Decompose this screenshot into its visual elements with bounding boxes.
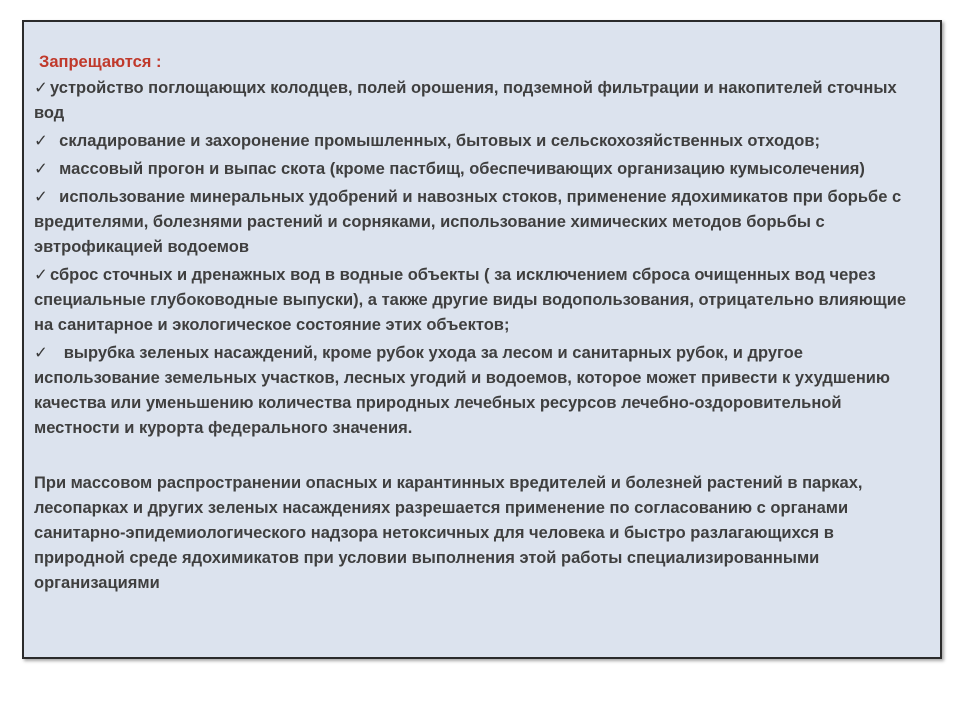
check-icon: ✓: [34, 344, 48, 362]
check-icon: ✓: [34, 79, 48, 97]
pesticide-paragraph: При массовом распространении опасных и карантинных вредителей и болезней растений в парках, лесопарках и других зеленых насаждениях разрешается применение по согласованию с органами санитарно-эпидемиологического надзора нетоксичных для человека и быстро разлагающихся в природной среде ядохимикатов при условии выполнения этой работы специализированными организациями: [34, 474, 863, 592]
list-item-text: складирование и захоронение промышленных, бытовых и сельскохозяйственных отходов;: [59, 132, 821, 150]
list-item-text: использование минеральных удобрений и навозных стоков, применение ядохимикатов при борьбе с вредителями, болезнями растений и сорняками, использование химических методов борьбы с эвтрофикацией водоемов: [34, 188, 902, 256]
panel-content: [34, 50, 928, 596]
list-item-text: сброс сточных и дренажных вод в водные объекты ( за исключением сброса очищенных вод через специальные глубоководные выпуски), а также другие виды водопользования, отрицательно влияющие на санитарное и экологическое состояние этих объектов;: [34, 266, 907, 334]
prohibited-heading: Запрещаются :: [39, 53, 162, 71]
list-item: [34, 185, 928, 260]
list-item: [34, 129, 928, 154]
check-icon: ✓: [34, 132, 48, 150]
list-item-text: вырубка зеленых насаждений, кроме рубок ухода за лесом и санитарных рубок, и другое использование земельных участков, лесных угодий и водоемов, которое может привести к ухудшению качества или уменьшению количества природных лечебных ресурсов лечебно-оздоровительной местности и курорта федерального значения.: [34, 344, 891, 437]
check-icon: ✓: [34, 266, 48, 284]
list-item: [34, 76, 928, 126]
list-item-text: массовый прогон и выпас скота (кроме пастбищ, обеспечивающих организацию кумысолечения): [59, 160, 865, 178]
list-item: [34, 263, 928, 338]
check-icon: ✓: [34, 188, 48, 206]
check-icon: ✓: [34, 160, 48, 178]
list-item-text: устройство поглощающих колодцев, полей орошения, подземной фильтрации и накопителей сточных вод: [34, 79, 897, 122]
text-panel: [22, 20, 942, 659]
list-item: [34, 157, 928, 182]
list-item: [34, 341, 928, 441]
